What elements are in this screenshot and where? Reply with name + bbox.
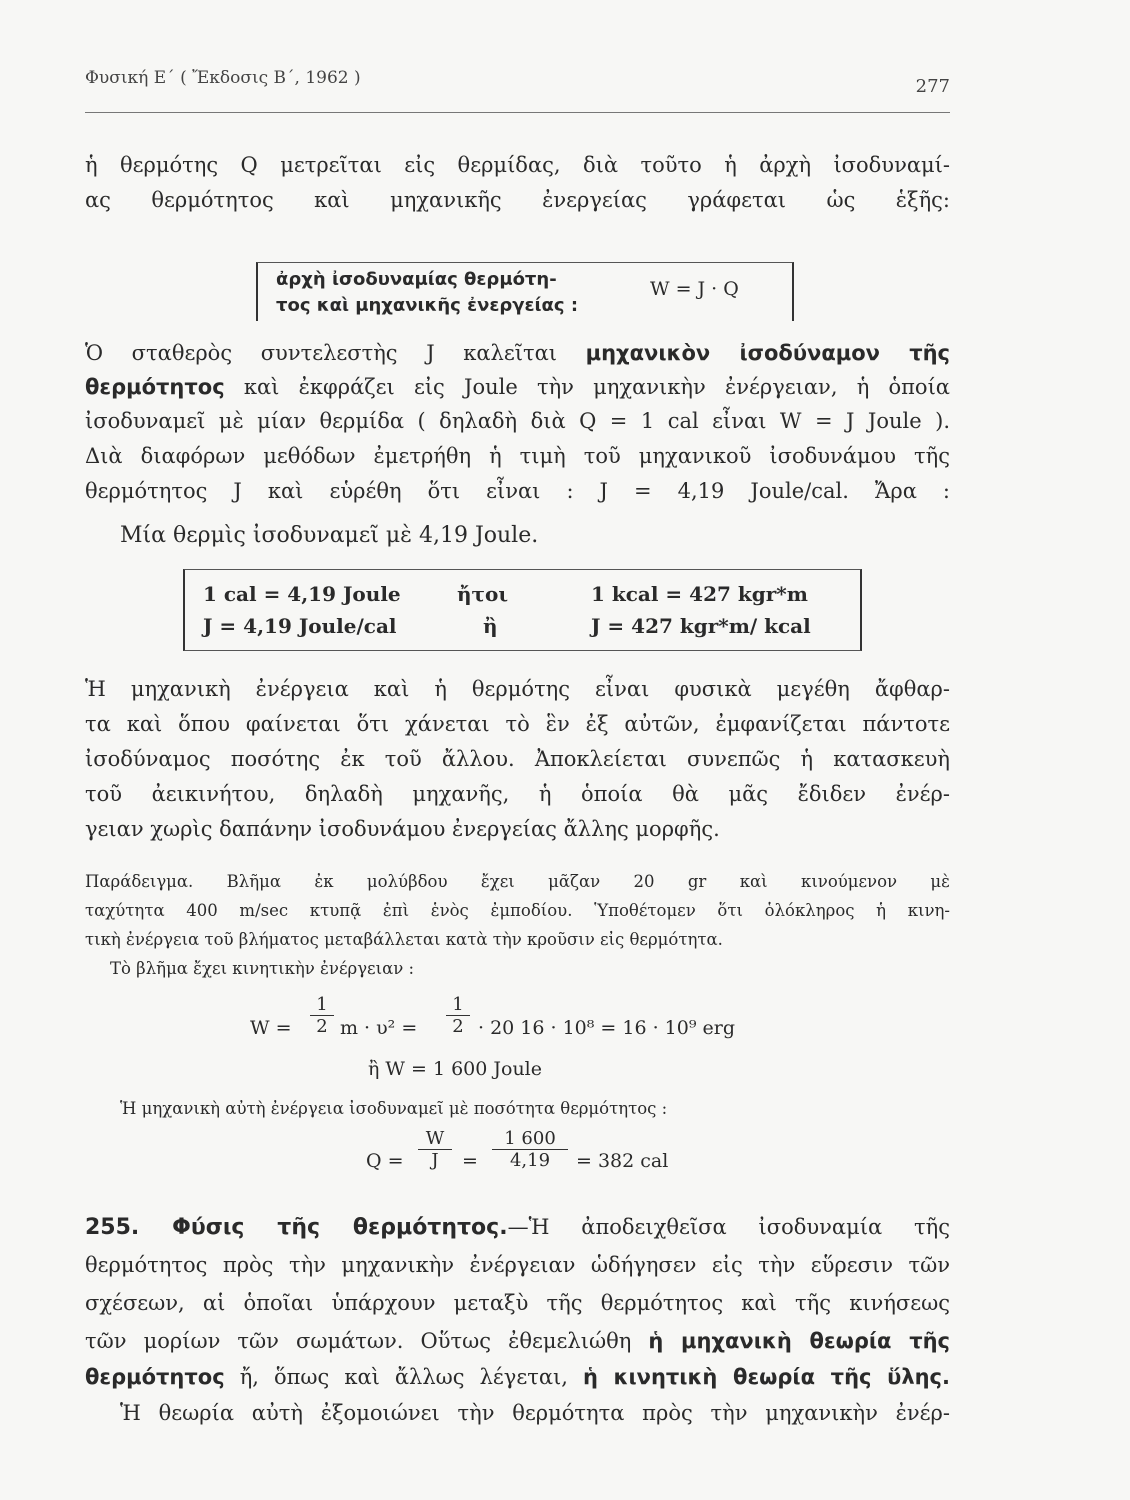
eq1-mid: m · υ² =: [340, 1017, 418, 1039]
term-kinetic-theory: ἡ κινητικὴ θεωρία τῆς ὕλης.: [582, 1365, 950, 1389]
eq2: ἢ W = 1 600 Joule: [368, 1058, 542, 1080]
para1-line-2: [85, 372, 950, 402]
example-line-5: Ἡ μηχανικὴ αὐτὴ ἐνέργεια ἰσοδυναμεῖ μὲ ποσότητα θερμότητος :: [120, 1099, 668, 1118]
header-rule: [85, 112, 950, 113]
intro-line-2: ας θερμότητος καὶ μηχανικῆς ἐνεργείας γράφεται ὡς ἑξῆς:: [85, 188, 950, 212]
para1-line-1: [85, 338, 950, 368]
eq3-fraction-1: [418, 1128, 452, 1171]
section-line-5-text: ἤ, ὅπως καὶ ἄλλως λέγεται,: [224, 1365, 583, 1389]
eq3-equals: =: [462, 1150, 478, 1172]
para1-line-1-text: Ὁ σταθερὸς συντελεστὴς J καλεῖται: [85, 341, 586, 365]
intro-line-1: ἡ θερμότης Q μετρεῖται εἰς θερμίδας, διὰ τοῦτο ἡ ἀρχὴ ἰσοδυναμί-: [85, 153, 950, 177]
conversion-box: [183, 569, 862, 651]
principle-box: [256, 262, 794, 321]
example-line-4: Τὸ βλῆμα ἔχει κινητικὴν ἐνέργειαν :: [110, 959, 415, 978]
term-heat-2: θερμότητος: [85, 1365, 225, 1389]
eq3-rhs: = 382 cal: [576, 1150, 669, 1172]
para1-line-6: Μία θερμὶς ἰσοδυναμεῖ μὲ 4,19 Joule.: [120, 523, 539, 548]
conversion-r2c3: J = 427 kgr*m/ kcal: [591, 614, 811, 638]
section-line-1-text: —Ἡ ἀποδειχθεῖσα ἰσοδυναμία τῆς: [507, 1215, 950, 1239]
conversion-r1c2: ἤτοι: [457, 582, 509, 606]
para2-line-2: τα καὶ ὅπου φαίνεται ὅτι χάνεται τὸ ἓν ἐξ αὐτῶν, ἐμφανίζεται πάντοτε: [85, 712, 950, 736]
para2-line-4: τοῦ ἀεικινήτου, δηλαδὴ μηχανῆς, ἡ ὁποία θὰ μᾶς ἔδιδεν ἐνέρ-: [85, 782, 950, 806]
eq1-frac1-den: 2: [316, 1016, 328, 1037]
eq3-lhs: Q =: [366, 1150, 404, 1172]
term-heat: θερμότητος: [85, 375, 225, 399]
section-heading: 255. Φύσις τῆς θερμότητος.: [85, 1215, 508, 1240]
para1-line-4: Διὰ διαφόρων μεθόδων ἐμετρήθη ἡ τιμὴ τοῦ μηχανικοῦ ἰσοδυνάμου τῆς: [85, 444, 950, 468]
principle-label-line-2: τος καὶ μηχανικῆς ἐνεργείας :: [276, 295, 579, 316]
eq1-fraction-2: [446, 994, 470, 1037]
conversion-r1c3: 1 kcal = 427 kgr*m: [591, 582, 808, 606]
running-header: [85, 68, 950, 97]
para1-line-2-text: καὶ ἐκφράζει εἰς Joule τὴν μηχανικὴν ἐνέργειαν, ἡ ὁποία: [224, 375, 950, 399]
eq3-frac2-den: 4,19: [509, 1150, 551, 1171]
term-mechanical-theory: ἡ μηχανικὴ θεωρία τῆς: [648, 1329, 950, 1353]
eq1-frac1-num: 1: [310, 994, 334, 1016]
eq3-fraction-2: [492, 1128, 568, 1171]
section-line-4-text: τῶν μορίων τῶν σωμάτων. Οὕτως ἐθεμελιώθη: [85, 1329, 649, 1353]
conversion-r2c1: J = 4,19 Joule/cal: [203, 614, 397, 638]
example-line-3: τικὴ ἐνέργεια τοῦ βλήματος μεταβάλλεται κατὰ τὴν κροῦσιν εἰς θερμότητα.: [85, 930, 723, 949]
conversion-r1c1: 1 cal = 4,19 Joule: [203, 582, 401, 606]
principle-formula: W = J · Q: [650, 278, 739, 300]
section-line-3: σχέσεων, αἱ ὁποῖαι ὑπάρχουν μεταξὺ τῆς θερμότητος καὶ τῆς κινήσεως: [85, 1291, 950, 1315]
running-title: Φυσική Ε΄ ( Ἔκδοσις Β΄, 1962 ): [85, 68, 361, 88]
page-number: 277: [915, 76, 950, 97]
eq1-rhs: · 20 16 · 10⁸ = 16 · 10⁹ erg: [478, 1017, 736, 1039]
section-line-2: θερμότητος πρὸς τὴν μηχανικὴν ἐνέργειαν ὡδήγησεν εἰς τὴν εὕρεσιν τῶν: [85, 1253, 950, 1277]
section-line-4: [85, 1326, 950, 1356]
para1-line-5: θερμότητος J καὶ εὑρέθη ὅτι εἶναι : J = 4,19 Joule/cal. Ἄρα :: [85, 479, 950, 503]
section-line-1: [85, 1212, 950, 1243]
eq3-frac2-num: 1 600: [492, 1128, 568, 1150]
eq1-fraction-1: [310, 994, 334, 1037]
eq1-frac2-den: 2: [452, 1016, 464, 1037]
para2-line-3: ἰσοδύναμος ποσότης ἐκ τοῦ ἄλλου. Ἀποκλείεται συνεπῶς ἡ κατασκευὴ: [85, 747, 950, 771]
example-line-2: ταχύτητα 400 m/sec κτυπᾷ ἐπὶ ἑνὸς ἐμποδίου. Ὑποθέτομεν ὅτι ὁλόκληρος ἡ κινη-: [85, 901, 950, 920]
example-line-1: Παράδειγμα. Βλῆμα ἐκ μολύβδου ἔχει μᾶζαν 20 gr καὶ κινούμενον μὲ: [85, 872, 950, 891]
eq1-frac2-num: 1: [446, 994, 470, 1016]
principle-label: [276, 267, 578, 319]
section-line-6: Ἡ θεωρία αὐτὴ ἐξομοιώνει τὴν θερμότητα πρὸς τὴν μηχανικὴν ἐνέρ-: [120, 1401, 950, 1425]
para2-line-1: Ἡ μηχανικὴ ἐνέργεια καὶ ἡ θερμότης εἶναι φυσικὰ μεγέθη ἄφθαρ-: [85, 677, 950, 701]
para1-line-3: ἰσοδυναμεῖ μὲ μίαν θερμίδα ( δηλαδὴ διὰ Q = 1 cal εἶναι W = J Joule ).: [85, 409, 950, 433]
conversion-r2c2: ἢ: [483, 614, 498, 638]
para2-line-5: γειαν χωρὶς δαπάνην ἰσοδυνάμου ἐνεργείας ἄλλης μορφῆς.: [85, 817, 720, 841]
term-mechanical-equivalent: μηχανικὸν ἰσοδύναμον τῆς: [585, 341, 950, 365]
principle-label-line-1: ἀρχὴ ἰσοδυναμίας θερμότη-: [276, 269, 557, 290]
eq3-frac1-num: W: [418, 1128, 452, 1150]
section-line-5: [85, 1362, 950, 1392]
eq3-frac1-den: J: [431, 1150, 439, 1171]
eq1-lhs: W =: [250, 1017, 292, 1039]
